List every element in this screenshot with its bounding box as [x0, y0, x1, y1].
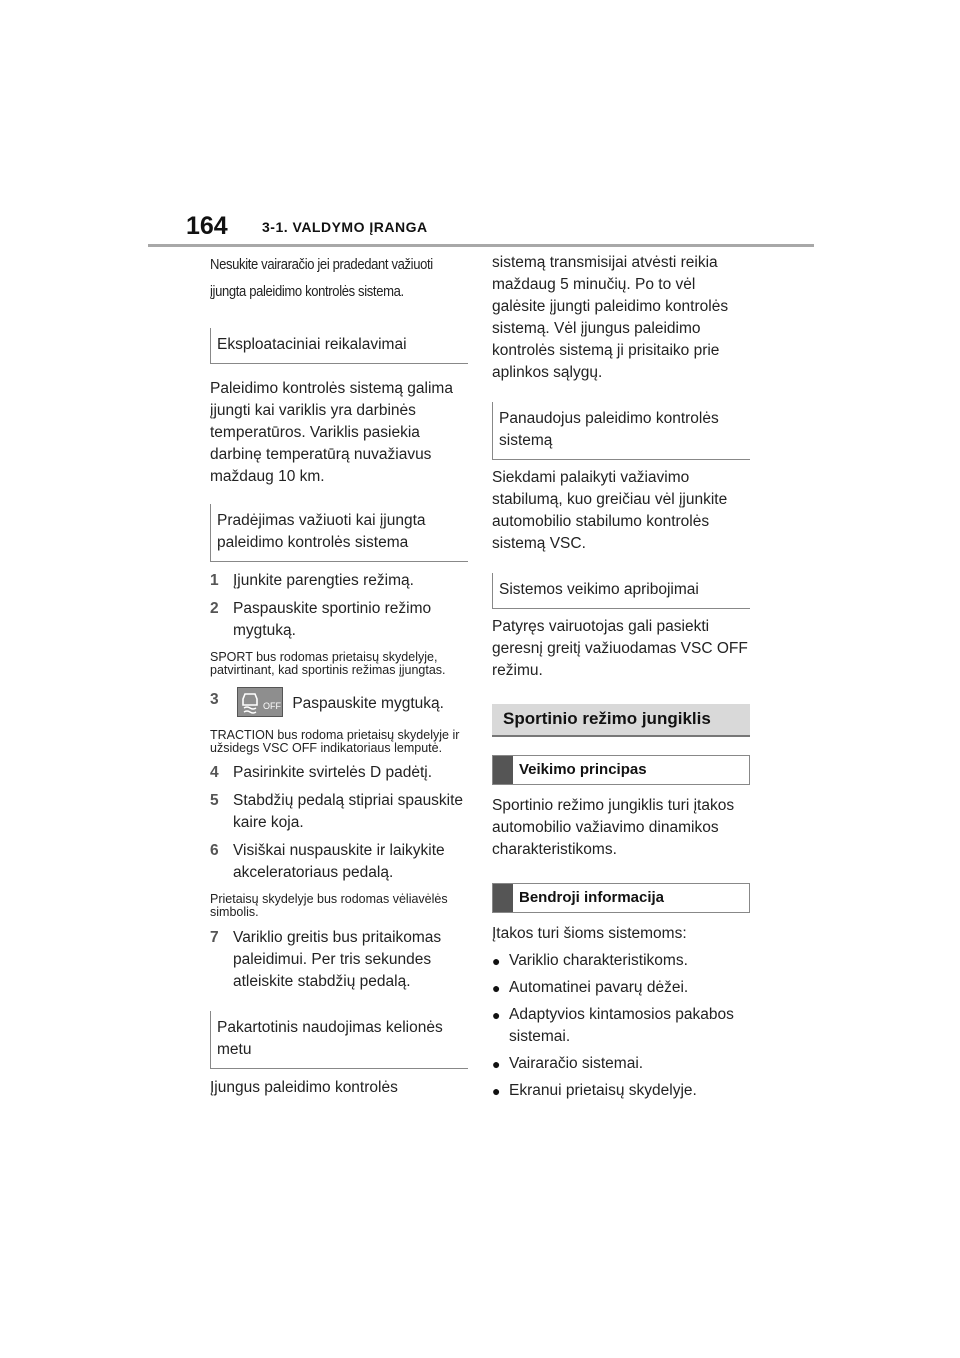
- step-text: Pasirinkite svirtelės D padėtį.: [233, 764, 432, 781]
- step-item: [210, 762, 468, 784]
- section-heading-sport-switch: [492, 704, 750, 737]
- step-text: Įjunkite parengties režimą.: [233, 572, 414, 589]
- subheading-after-use: Panaudojus paleidimo kontrolės sistemą: [492, 402, 750, 460]
- list-item-text: Automatinei pavarų dėžei.: [509, 979, 689, 996]
- step-item: [210, 689, 468, 719]
- step-text: Paspauskite mygtuką.: [292, 695, 444, 713]
- subheading-limits: Sistemos veikimo apribojimai: [492, 573, 750, 609]
- step-number: 4: [210, 764, 219, 781]
- subheading-requirements: Eksploataciniai reikalavimai: [210, 328, 468, 364]
- right-column: [492, 252, 750, 1102]
- heading-marker: [493, 884, 513, 912]
- list-item-text: Vairaračio sistemai.: [509, 1055, 644, 1072]
- section-heading-text: Sportinio režimo jungiklis: [503, 709, 711, 728]
- step-number: 1: [210, 572, 219, 589]
- step-item: [210, 927, 468, 993]
- bullet-icon: ●: [492, 953, 501, 969]
- intro-line: Nesukite vairaračio jei pradedant važiuoti: [210, 257, 433, 273]
- step-item: [210, 598, 468, 642]
- paragraph: Sportinio režimo jungiklis turi įtakos automobilio važiavimo dinamikos charakteristikoms.: [492, 797, 735, 858]
- list-item-text: Adaptyvios kintamosios pakabos sistemai.: [509, 1006, 734, 1045]
- list-item: [492, 977, 750, 999]
- intro-line: įjungta paleidimo kontrolės sistema.: [210, 284, 404, 300]
- step-number: 3: [210, 691, 219, 708]
- list-item: [492, 1053, 750, 1075]
- note: TRACTION bus rodoma prietaisų skydelyje ir užsidegs VSC OFF indikatoriaus lemputė.: [210, 728, 460, 755]
- bullet-list: [492, 950, 750, 1102]
- note: SPORT bus rodomas prietaisų skydelyje, patvirtinant, kad sportinis režimas įjungtas.: [210, 650, 446, 677]
- step-text: Variklio greitis bus pritaikomas paleidimui. Per tris sekundes atleiskite stabdžių pedalą.: [233, 929, 442, 990]
- step-item: [210, 790, 468, 834]
- list-item: [492, 950, 750, 972]
- section-title: 3-1. VALDYMO ĮRANGA: [262, 219, 428, 235]
- paragraph: Paleidimo kontrolės sistemą galima įjungti kai variklis yra darbinės temperatūros. Variklis pasiekia darbinę temperatūrą nuvažiavus maždaug 10 km.: [210, 380, 453, 485]
- step-number: 5: [210, 792, 219, 809]
- subheading-repeat: Pakartotinis naudojimas kelionės metu: [210, 1011, 468, 1069]
- step-item: [210, 570, 468, 592]
- vsc-icon-label: OFF: [263, 701, 281, 711]
- step-number: 6: [210, 842, 219, 859]
- heading-general-info: [492, 883, 750, 913]
- step-item: [210, 840, 468, 884]
- heading-text: Veikimo principas: [519, 761, 647, 778]
- paragraph: Siekdami palaikyti važiavimo stabilumą, kuo greičiau vėl įjunkite automobilio stabilumo kontrolės sistemą VSC.: [492, 469, 728, 552]
- paragraph: Įtakos turi šioms sistemoms:: [492, 925, 687, 942]
- step-text: Visiškai nuspauskite ir laikykite akceleratoriaus pedalą.: [233, 842, 445, 881]
- vsc-off-icon: [237, 687, 283, 717]
- heading-marker: [493, 756, 513, 784]
- bullet-icon: ●: [492, 1056, 501, 1072]
- header-rule: [148, 244, 814, 247]
- bullet-icon: ●: [492, 1007, 501, 1023]
- subheading-start: Pradėjimas važiuoti kai įjungta paleidimo kontrolės sistema: [210, 504, 468, 562]
- step-text: Paspauskite sportinio režimo mygtuką.: [233, 600, 432, 639]
- step-text: Stabdžių pedalą stipriai spauskite kaire koja.: [233, 792, 464, 831]
- page-number: 164: [186, 212, 228, 240]
- paragraph: Patyręs vairuotojas gali pasiekti geresnį greitį važiuodamas VSC OFF režimu.: [492, 618, 748, 679]
- paragraph: Įjungus paleidimo kontrolės: [210, 1079, 398, 1096]
- step-number: 7: [210, 929, 219, 946]
- step-number: 2: [210, 600, 219, 617]
- left-column: [210, 252, 468, 1099]
- list-item-text: Variklio charakteristikoms.: [509, 952, 688, 969]
- steps-list: [210, 762, 468, 884]
- paragraph: sistemą transmisijai atvėsti reikia maždaug 5 minučių. Po to vėl galėsite įjungti paleidimo kontrolės sistemą. Vėl įjungus paleidimo kontrolės sistemą ji prisitaiko prie aplinkos sąlygų.: [492, 254, 729, 381]
- bullet-icon: ●: [492, 1083, 501, 1099]
- steps-list: [210, 570, 468, 642]
- list-item: [492, 1004, 750, 1048]
- heading-operating-principle: [492, 755, 750, 785]
- bullet-icon: ●: [492, 980, 501, 996]
- list-item-text: Ekranui prietaisų skydelyje.: [509, 1082, 697, 1099]
- list-item: [492, 1080, 750, 1102]
- note: Prietaisų skydelyje bus rodomas vėliavėlės simbolis.: [210, 892, 448, 919]
- heading-text: Bendroji informacija: [519, 889, 665, 906]
